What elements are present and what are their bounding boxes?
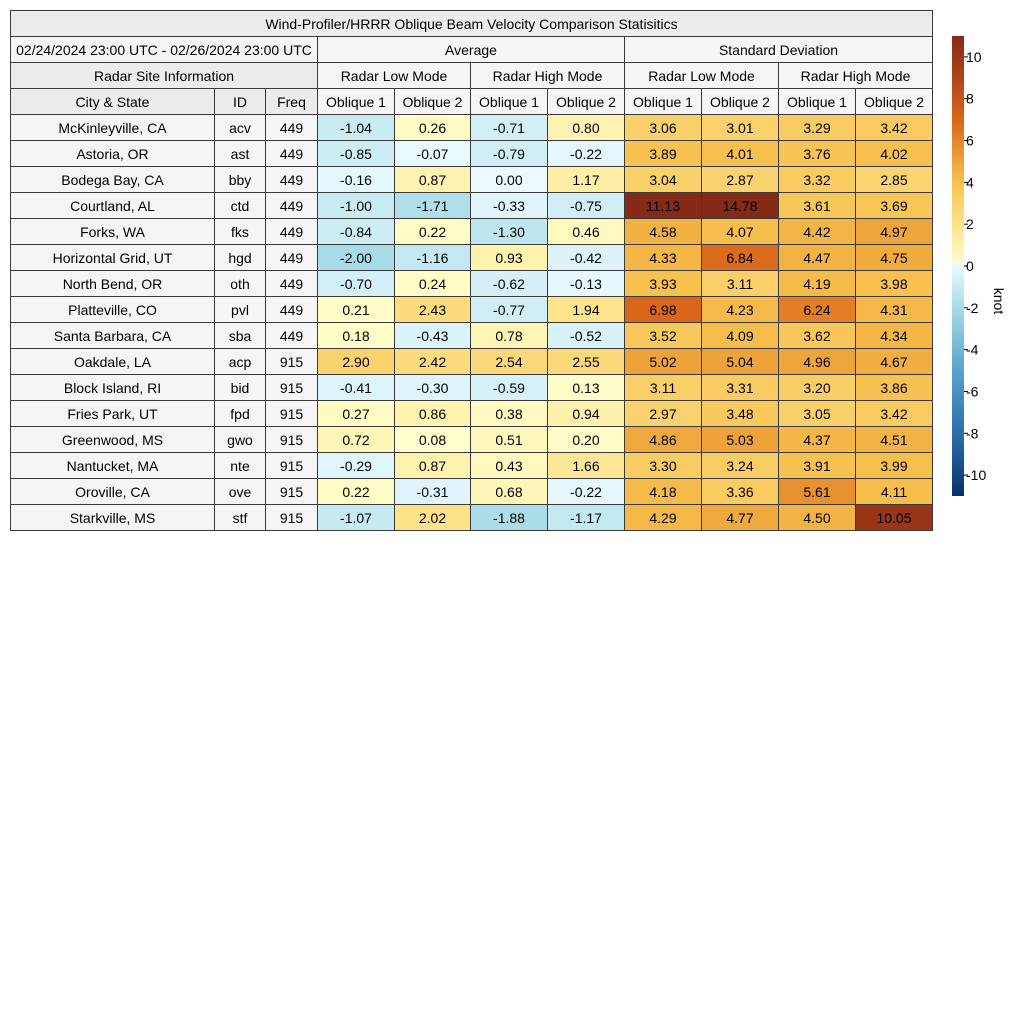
- cell-std-high-oblique2: 4.75: [856, 245, 933, 271]
- cell-avg-low-oblique1: -0.85: [318, 141, 395, 167]
- site-city: Santa Barbara, CA: [11, 323, 215, 349]
- cell-avg-low-oblique2: 0.24: [395, 271, 471, 297]
- table-body: [11, 115, 933, 531]
- site-id: stf: [215, 505, 266, 531]
- site-freq: 449: [266, 219, 318, 245]
- cell-std-high-oblique1: 4.96: [779, 349, 856, 375]
- site-freq: 915: [266, 505, 318, 531]
- colorbar-tick-label: 0: [966, 258, 974, 274]
- cell-avg-low-oblique2: 0.26: [395, 115, 471, 141]
- site-id: gwo: [215, 427, 266, 453]
- cell-avg-high-oblique1: 0.78: [471, 323, 548, 349]
- cell-std-high-oblique1: 3.76: [779, 141, 856, 167]
- cell-std-high-oblique1: 3.05: [779, 401, 856, 427]
- site-info-header: Radar Site Information: [11, 63, 318, 89]
- cell-std-low-oblique2: 5.03: [702, 427, 779, 453]
- cell-avg-high-oblique1: 0.43: [471, 453, 548, 479]
- table-row: [11, 245, 933, 271]
- cell-std-low-oblique1: 2.97: [625, 401, 702, 427]
- cell-avg-high-oblique2: 0.80: [548, 115, 625, 141]
- col-header-avg-low-oblique1: Oblique 1: [318, 89, 395, 115]
- cell-avg-low-oblique2: -0.07: [395, 141, 471, 167]
- cell-avg-high-oblique1: -1.88: [471, 505, 548, 531]
- site-id: oth: [215, 271, 266, 297]
- site-city: Oroville, CA: [11, 479, 215, 505]
- colorbar-tick-label: 2: [966, 216, 974, 233]
- cell-std-high-oblique2: 3.98: [856, 271, 933, 297]
- col-header-avg-high-oblique1: Oblique 1: [471, 89, 548, 115]
- cell-avg-low-oblique2: -1.16: [395, 245, 471, 271]
- stats-table: [10, 10, 933, 531]
- cell-std-high-oblique2: 4.11: [856, 479, 933, 505]
- colorbar-tick-label: 8: [966, 90, 974, 107]
- site-freq: 915: [266, 401, 318, 427]
- col-header-avg-high-oblique2: Oblique 2: [548, 89, 625, 115]
- cell-std-high-oblique1: 3.62: [779, 323, 856, 349]
- avg-low-mode-header: Radar Low Mode: [318, 63, 471, 89]
- cell-avg-low-oblique2: 0.87: [395, 453, 471, 479]
- table-row: [11, 375, 933, 401]
- colorbar-gradient: [952, 36, 964, 496]
- cell-avg-low-oblique2: 2.42: [395, 349, 471, 375]
- cell-std-high-oblique2: 10.05: [856, 505, 933, 531]
- site-id: nte: [215, 453, 266, 479]
- cell-avg-low-oblique1: -0.29: [318, 453, 395, 479]
- site-id: sba: [215, 323, 266, 349]
- site-city: Bodega Bay, CA: [11, 167, 215, 193]
- cell-std-low-oblique2: 3.11: [702, 271, 779, 297]
- cell-avg-high-oblique2: -0.22: [548, 141, 625, 167]
- cell-avg-low-oblique2: 0.22: [395, 219, 471, 245]
- cell-avg-high-oblique2: 0.46: [548, 219, 625, 245]
- col-header-std-low-oblique1: Oblique 1: [625, 89, 702, 115]
- cell-avg-high-oblique1: 0.51: [471, 427, 548, 453]
- site-city: Forks, WA: [11, 219, 215, 245]
- cell-avg-high-oblique1: 2.54: [471, 349, 548, 375]
- col-header-std-low-oblique2: Oblique 2: [702, 89, 779, 115]
- cell-avg-low-oblique1: -1.07: [318, 505, 395, 531]
- site-city: Astoria, OR: [11, 141, 215, 167]
- site-city: Fries Park, UT: [11, 401, 215, 427]
- cell-std-low-oblique1: 3.11: [625, 375, 702, 401]
- cell-std-high-oblique1: 3.32: [779, 167, 856, 193]
- avg-high-mode-header: Radar High Mode: [471, 63, 625, 89]
- site-id: bby: [215, 167, 266, 193]
- cell-avg-low-oblique2: -0.43: [395, 323, 471, 349]
- cell-std-high-oblique2: 3.69: [856, 193, 933, 219]
- site-id: ctd: [215, 193, 266, 219]
- cell-std-high-oblique1: 4.47: [779, 245, 856, 271]
- cell-avg-high-oblique2: 1.66: [548, 453, 625, 479]
- colorbar-tick-label: -4: [966, 341, 979, 358]
- cell-avg-low-oblique1: -1.00: [318, 193, 395, 219]
- cell-std-high-oblique1: 3.91: [779, 453, 856, 479]
- cell-std-low-oblique2: 3.36: [702, 479, 779, 505]
- site-city: Oakdale, LA: [11, 349, 215, 375]
- site-id: acp: [215, 349, 266, 375]
- table-title: Wind-Profiler/HRRR Oblique Beam Velocity Comparison Statisitics: [11, 11, 933, 37]
- cell-std-low-oblique1: 3.93: [625, 271, 702, 297]
- cell-std-high-oblique2: 4.31: [856, 297, 933, 323]
- cell-avg-high-oblique2: -0.52: [548, 323, 625, 349]
- cell-avg-low-oblique2: 2.02: [395, 505, 471, 531]
- cell-avg-low-oblique2: -0.31: [395, 479, 471, 505]
- site-city: Courtland, AL: [11, 193, 215, 219]
- cell-avg-low-oblique1: -0.41: [318, 375, 395, 401]
- cell-avg-high-oblique2: 1.94: [548, 297, 625, 323]
- cell-avg-low-oblique2: -0.30: [395, 375, 471, 401]
- cell-std-low-oblique1: 4.33: [625, 245, 702, 271]
- cell-std-low-oblique2: 2.87: [702, 167, 779, 193]
- cell-std-low-oblique2: 4.01: [702, 141, 779, 167]
- cell-avg-high-oblique2: -0.42: [548, 245, 625, 271]
- cell-avg-high-oblique1: 0.00: [471, 167, 548, 193]
- cell-avg-high-oblique1: -0.33: [471, 193, 548, 219]
- cell-avg-high-oblique2: 0.94: [548, 401, 625, 427]
- cell-std-low-oblique2: 3.24: [702, 453, 779, 479]
- cell-avg-low-oblique1: 2.90: [318, 349, 395, 375]
- cell-avg-low-oblique2: 0.87: [395, 167, 471, 193]
- cell-std-high-oblique1: 3.29: [779, 115, 856, 141]
- cell-std-low-oblique1: 4.18: [625, 479, 702, 505]
- site-city: North Bend, OR: [11, 271, 215, 297]
- cell-avg-high-oblique1: -0.71: [471, 115, 548, 141]
- site-freq: 915: [266, 479, 318, 505]
- cell-avg-high-oblique1: -1.30: [471, 219, 548, 245]
- site-city: Block Island, RI: [11, 375, 215, 401]
- colorbar-label: knot: [991, 287, 1007, 315]
- cell-avg-low-oblique1: 0.72: [318, 427, 395, 453]
- site-city: McKinleyville, CA: [11, 115, 215, 141]
- cell-std-low-oblique1: 3.89: [625, 141, 702, 167]
- cell-std-low-oblique2: 3.48: [702, 401, 779, 427]
- site-city: Platteville, CO: [11, 297, 215, 323]
- cell-std-low-oblique2: 5.04: [702, 349, 779, 375]
- site-freq: 449: [266, 271, 318, 297]
- col-header-std-high-oblique2: Oblique 2: [856, 89, 933, 115]
- colorbar-tick-label: 6: [966, 132, 974, 149]
- cell-avg-low-oblique1: -0.84: [318, 219, 395, 245]
- cell-std-low-oblique2: 4.09: [702, 323, 779, 349]
- site-freq: 915: [266, 375, 318, 401]
- cell-std-high-oblique1: 3.20: [779, 375, 856, 401]
- table-row: [11, 427, 933, 453]
- cell-avg-high-oblique2: 0.20: [548, 427, 625, 453]
- cell-std-low-oblique1: 4.86: [625, 427, 702, 453]
- cell-avg-high-oblique2: -1.17: [548, 505, 625, 531]
- table-row: [11, 453, 933, 479]
- colorbar-tick-label: -8: [966, 425, 979, 442]
- cell-std-low-oblique1: 11.13: [625, 193, 702, 219]
- cell-std-high-oblique1: 4.42: [779, 219, 856, 245]
- site-freq: 449: [266, 297, 318, 323]
- table-row: [11, 167, 933, 193]
- table-row: [11, 141, 933, 167]
- cell-avg-high-oblique2: 1.17: [548, 167, 625, 193]
- cell-std-high-oblique1: 5.61: [779, 479, 856, 505]
- site-freq: 449: [266, 323, 318, 349]
- table-row: [11, 505, 933, 531]
- cell-avg-high-oblique2: -0.13: [548, 271, 625, 297]
- cell-std-low-oblique1: 4.29: [625, 505, 702, 531]
- site-freq: 915: [266, 453, 318, 479]
- cell-std-high-oblique1: 4.50: [779, 505, 856, 531]
- site-id: hgd: [215, 245, 266, 271]
- cell-avg-high-oblique2: -0.22: [548, 479, 625, 505]
- std-high-mode-header: Radar High Mode: [779, 63, 933, 89]
- cell-avg-high-oblique1: 0.93: [471, 245, 548, 271]
- table-row: [11, 401, 933, 427]
- cell-avg-low-oblique1: -2.00: [318, 245, 395, 271]
- cell-std-high-oblique2: 4.34: [856, 323, 933, 349]
- cell-std-low-oblique1: 5.02: [625, 349, 702, 375]
- cell-std-high-oblique1: 6.24: [779, 297, 856, 323]
- table-row: [11, 271, 933, 297]
- col-header-city: City & State: [11, 89, 215, 115]
- cell-std-low-oblique2: 3.31: [702, 375, 779, 401]
- site-city: Nantucket, MA: [11, 453, 215, 479]
- cell-std-low-oblique2: 4.07: [702, 219, 779, 245]
- cell-std-high-oblique2: 4.67: [856, 349, 933, 375]
- site-freq: 449: [266, 167, 318, 193]
- cell-avg-low-oblique1: 0.18: [318, 323, 395, 349]
- cell-std-high-oblique2: 3.42: [856, 115, 933, 141]
- cell-avg-high-oblique1: 0.68: [471, 479, 548, 505]
- group-average-header: Average: [318, 37, 625, 63]
- cell-std-high-oblique1: 4.19: [779, 271, 856, 297]
- cell-avg-high-oblique1: -0.62: [471, 271, 548, 297]
- site-freq: 449: [266, 141, 318, 167]
- table-row: [11, 115, 933, 141]
- cell-std-low-oblique2: 4.23: [702, 297, 779, 323]
- cell-std-high-oblique2: 4.97: [856, 219, 933, 245]
- cell-avg-low-oblique2: 2.43: [395, 297, 471, 323]
- group-std-header: Standard Deviation: [625, 37, 933, 63]
- cell-std-low-oblique2: 4.77: [702, 505, 779, 531]
- cell-std-low-oblique2: 14.78: [702, 193, 779, 219]
- cell-std-low-oblique2: 6.84: [702, 245, 779, 271]
- table-row: [11, 479, 933, 505]
- site-city: Horizontal Grid, UT: [11, 245, 215, 271]
- site-freq: 449: [266, 245, 318, 271]
- table-row: [11, 297, 933, 323]
- cell-avg-high-oblique1: -0.59: [471, 375, 548, 401]
- cell-std-high-oblique2: 3.42: [856, 401, 933, 427]
- cell-std-low-oblique1: 4.58: [625, 219, 702, 245]
- cell-avg-high-oblique2: 2.55: [548, 349, 625, 375]
- cell-std-high-oblique2: 3.86: [856, 375, 933, 401]
- std-low-mode-header: Radar Low Mode: [625, 63, 779, 89]
- cell-std-high-oblique2: 2.85: [856, 167, 933, 193]
- cell-avg-high-oblique2: -0.75: [548, 193, 625, 219]
- col-header-std-high-oblique1: Oblique 1: [779, 89, 856, 115]
- colorbar-tick-label: -2: [966, 299, 979, 316]
- cell-std-high-oblique2: 4.51: [856, 427, 933, 453]
- site-freq: 449: [266, 193, 318, 219]
- col-header-freq: Freq: [266, 89, 318, 115]
- cell-std-high-oblique2: 4.02: [856, 141, 933, 167]
- site-id: pvl: [215, 297, 266, 323]
- site-id: bid: [215, 375, 266, 401]
- table-row: [11, 219, 933, 245]
- table-row: [11, 349, 933, 375]
- site-freq: 915: [266, 427, 318, 453]
- date-range: 02/24/2024 23:00 UTC - 02/26/2024 23:00 UTC: [11, 37, 318, 63]
- cell-std-high-oblique1: 4.37: [779, 427, 856, 453]
- site-id: acv: [215, 115, 266, 141]
- table-row: [11, 323, 933, 349]
- cell-avg-low-oblique2: -1.71: [395, 193, 471, 219]
- site-id: fks: [215, 219, 266, 245]
- col-header-id: ID: [215, 89, 266, 115]
- cell-avg-low-oblique1: -0.70: [318, 271, 395, 297]
- site-id: fpd: [215, 401, 266, 427]
- cell-avg-low-oblique1: -0.16: [318, 167, 395, 193]
- cell-std-low-oblique1: 6.98: [625, 297, 702, 323]
- cell-avg-low-oblique2: 0.86: [395, 401, 471, 427]
- cell-avg-high-oblique1: -0.79: [471, 141, 548, 167]
- cell-avg-low-oblique1: 0.22: [318, 479, 395, 505]
- cell-std-low-oblique1: 3.30: [625, 453, 702, 479]
- colorbar-tick-label: -10: [966, 467, 987, 484]
- col-header-avg-low-oblique2: Oblique 2: [395, 89, 471, 115]
- cell-avg-high-oblique1: -0.77: [471, 297, 548, 323]
- site-freq: 449: [266, 115, 318, 141]
- site-id: ove: [215, 479, 266, 505]
- cell-std-high-oblique2: 3.99: [856, 453, 933, 479]
- cell-std-low-oblique2: 3.01: [702, 115, 779, 141]
- table-row: [11, 193, 933, 219]
- cell-std-high-oblique1: 3.61: [779, 193, 856, 219]
- cell-avg-high-oblique1: 0.38: [471, 401, 548, 427]
- site-id: ast: [215, 141, 266, 167]
- cell-std-low-oblique1: 3.52: [625, 323, 702, 349]
- cell-avg-low-oblique2: 0.08: [395, 427, 471, 453]
- colorbar-tick-label: 4: [966, 174, 974, 191]
- colorbar: [952, 36, 1012, 506]
- cell-avg-low-oblique1: -1.04: [318, 115, 395, 141]
- colorbar-tick-label: -6: [966, 383, 979, 400]
- cell-avg-low-oblique1: 0.27: [318, 401, 395, 427]
- site-city: Greenwood, MS: [11, 427, 215, 453]
- cell-std-low-oblique1: 3.04: [625, 167, 702, 193]
- cell-avg-high-oblique2: 0.13: [548, 375, 625, 401]
- cell-avg-low-oblique1: 0.21: [318, 297, 395, 323]
- site-city: Starkville, MS: [11, 505, 215, 531]
- cell-std-low-oblique1: 3.06: [625, 115, 702, 141]
- site-freq: 915: [266, 349, 318, 375]
- colorbar-tick-label: 10: [966, 48, 982, 65]
